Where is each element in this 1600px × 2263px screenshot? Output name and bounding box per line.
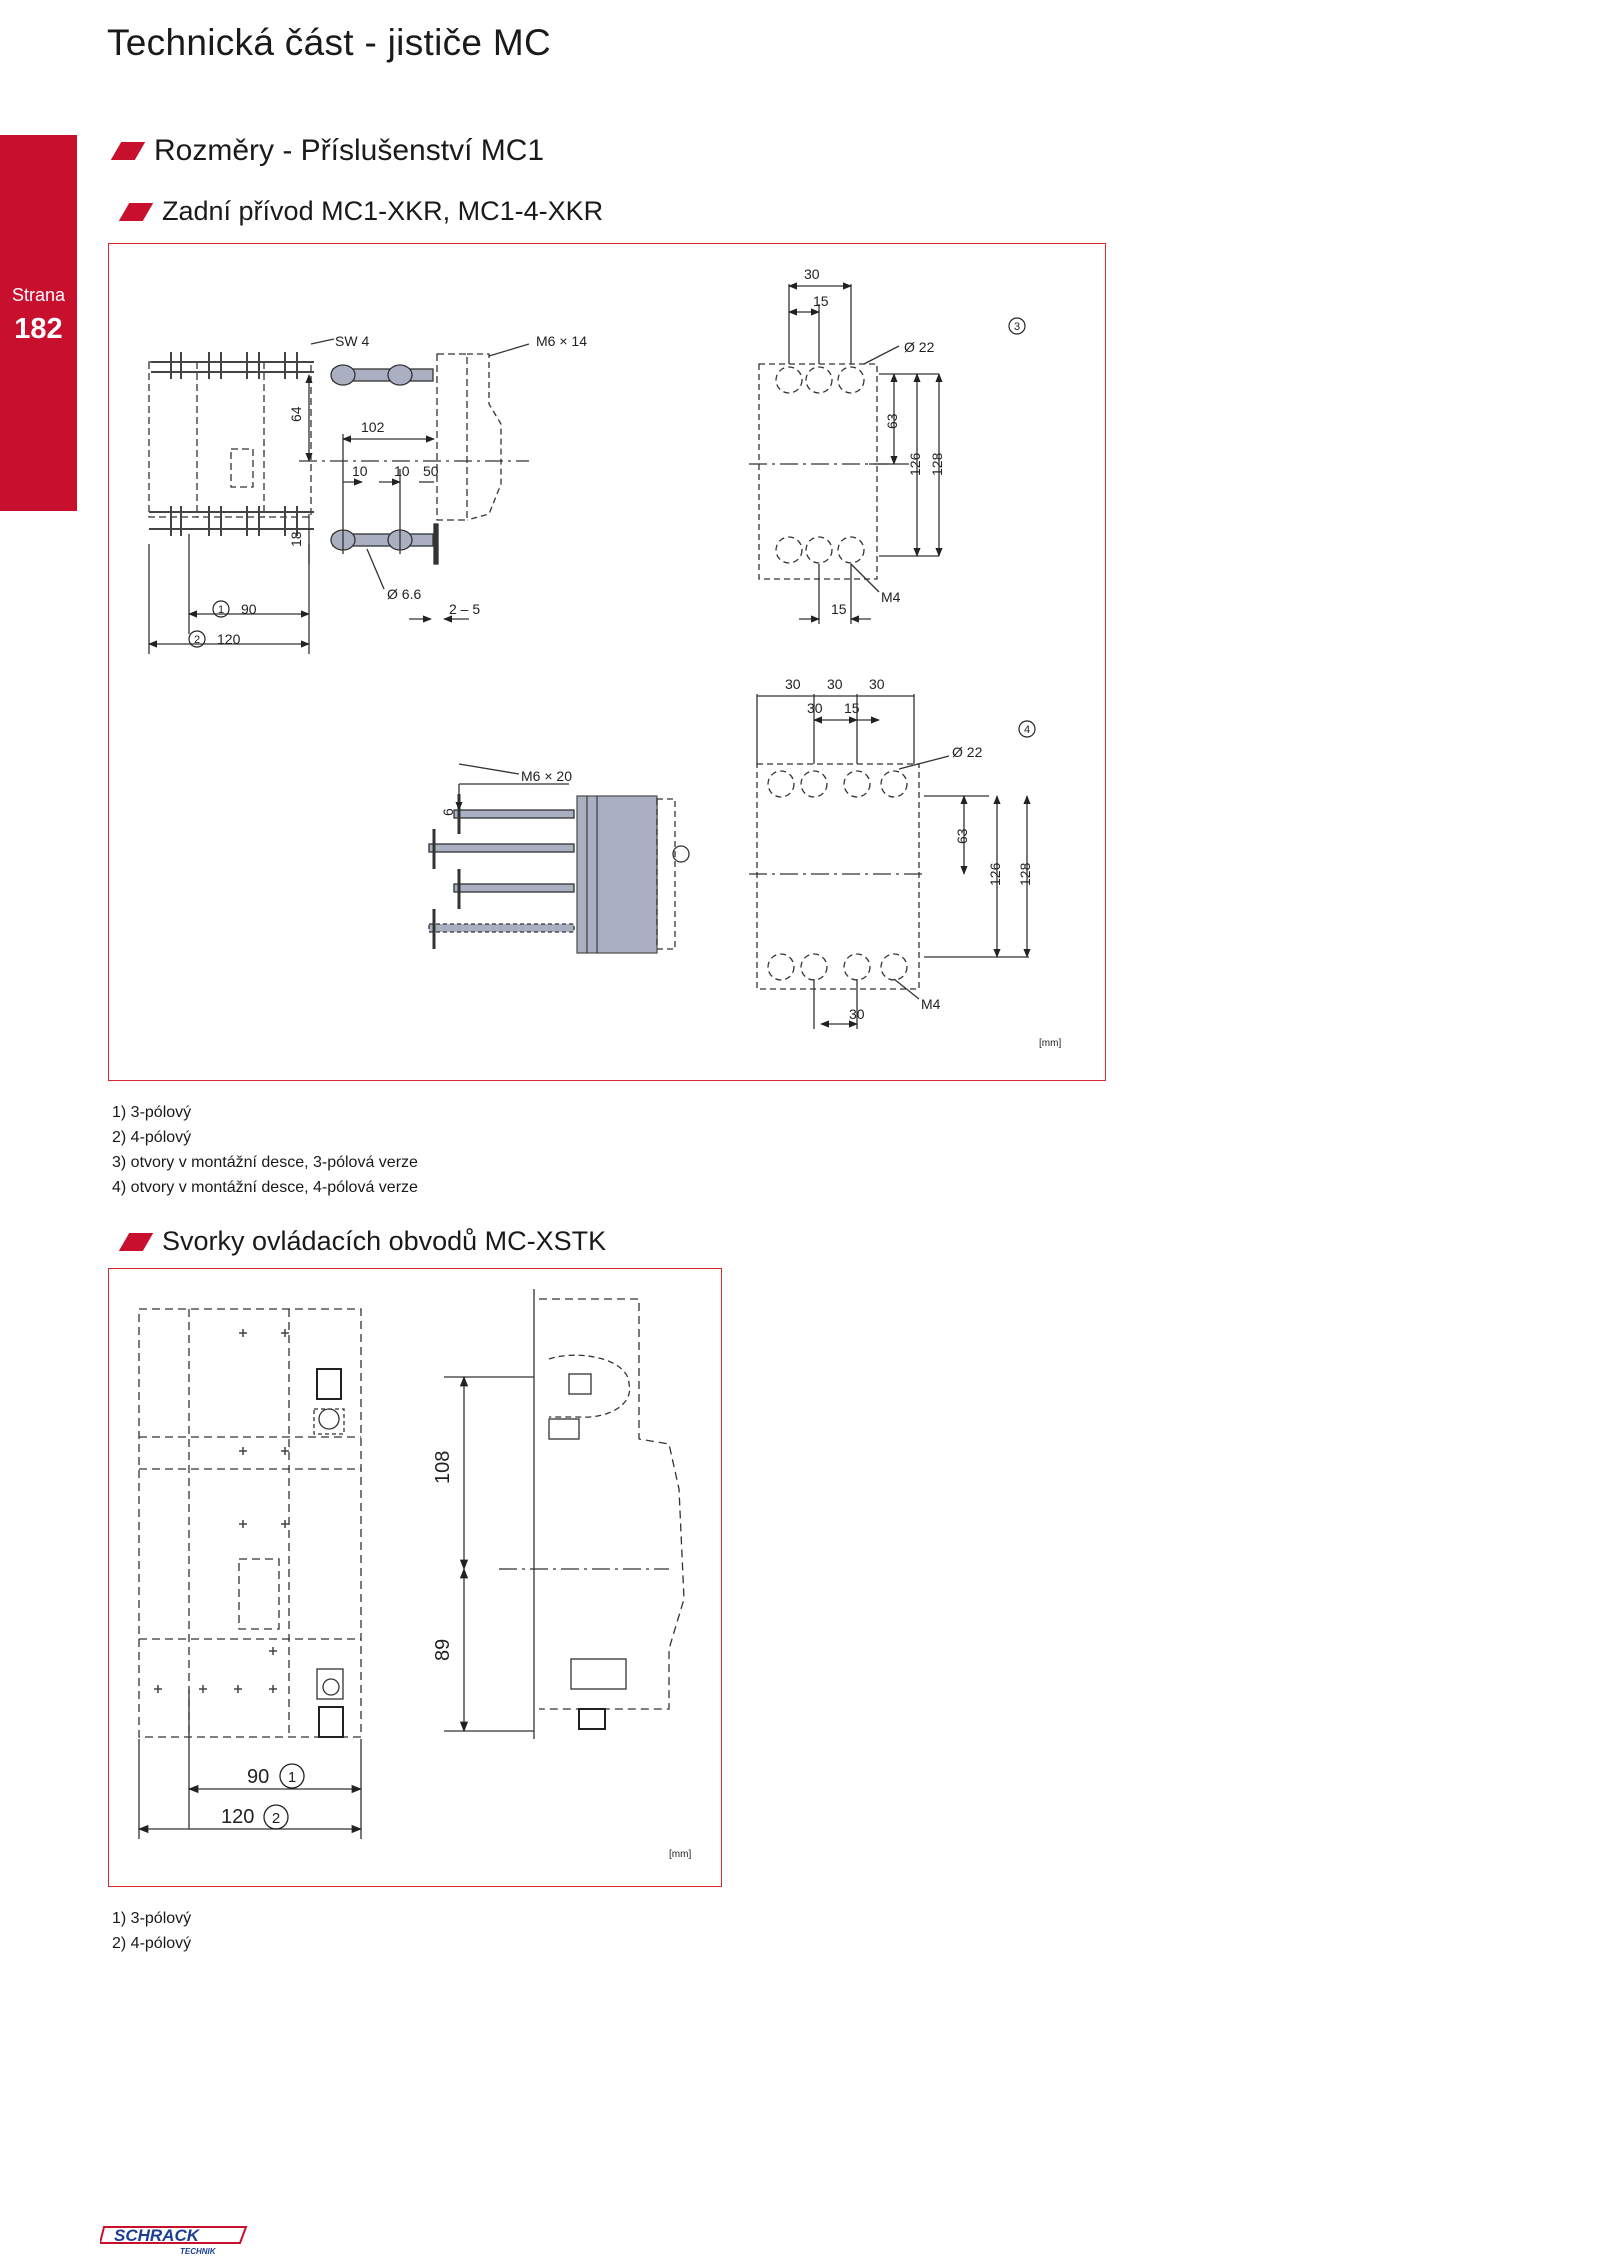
label-dim-108: 108 [432,1450,454,1484]
label-dim-120: 120 [221,1806,255,1828]
label-dim-15-top: 15 [813,293,829,309]
label-d22-b: Ø 22 [952,744,983,760]
breaker-front-view [149,362,311,517]
schrack-logo [100,2223,250,2257]
label-dim-30b: 30 [827,676,843,692]
label-m4-b: M4 [921,996,941,1012]
callout-2: 2 [271,1810,281,1827]
label-dim-18: 18 [288,531,304,547]
breaker-side-view-with-terminals [534,1289,684,1739]
drawing-frame-rear-connection [108,243,1106,1081]
label-dim-30-top: 30 [804,266,820,282]
label-dim-30a: 30 [785,676,801,692]
label-dim-30-bottom: 30 [849,1006,865,1022]
label-m6x14: M6 × 14 [536,333,587,349]
callout-4: 4 [1023,724,1031,736]
section-heading-main-text: Rozměry - Příslušenství MC1 [154,134,545,167]
label-dim-10b: 10 [394,463,410,479]
label-dim-90: 90 [241,601,257,617]
technical-drawing-rear-connection [109,244,1105,1080]
section-heading-control-terminals-text: Svorky ovládacích obvodů MC-XSTK [162,1226,607,1256]
label-dim-102: 102 [361,419,385,435]
section-heading-control-terminals [118,1226,606,1257]
label-d66: Ø 6.6 [387,586,422,602]
section-heading-rear-connection [118,196,603,227]
terminal-bars-top [151,352,314,379]
label-dim-89: 89 [432,1638,454,1661]
label-dim-120: 120 [217,631,241,647]
label-dim-2-5: 2 – 5 [449,601,481,617]
footnote: 1) 3-pólový [112,1910,192,1927]
bullet-icon [111,142,145,160]
label-unit-mm: [mm] [669,1849,692,1860]
drawing-frame-control-terminals [108,1268,722,1887]
label-dim-15-bottom: 15 [831,601,847,617]
schrack-logo-mark [100,2223,250,2257]
rear-connection-4pole-side-view [429,794,689,953]
callout-1: 1 [287,1769,297,1786]
footnotes-rear-connection [112,1100,418,1200]
control-terminal-top [314,1369,344,1434]
page-title: Technická část - jističe MC [107,22,551,63]
bullet-icon [119,1233,153,1251]
callout-1: 1 [217,604,225,616]
label-d22-a: Ø 22 [904,339,935,355]
label-dim-64: 64 [288,406,304,422]
label-m4-a: M4 [881,589,901,605]
label-dim-30d: 30 [807,700,823,716]
footnote: 3) otvory v montážní desce, 3-pólová verze [112,1154,418,1171]
section-heading-rear-connection-text: Zadní přívod MC1-XKR, MC1-4-XKR [162,196,604,226]
label-dim-63a: 63 [884,413,900,429]
label-dim-126b: 126 [987,862,1003,886]
technical-drawing-control-terminals [109,1269,721,1886]
panel-cutout-3pole [759,364,877,579]
label-dim-128b: 128 [1017,862,1033,886]
page-number: 182 [14,313,63,345]
label-dim-50: 50 [423,463,439,479]
label-dim-30c: 30 [869,676,885,692]
label-dim-6: 6 [440,808,456,816]
label-dim-128a: 128 [929,452,945,476]
label-dim-90: 90 [247,1766,270,1788]
footnote: 1) 3-pólový [112,1104,192,1121]
callout-3: 3 [1013,321,1021,333]
label-dim-126a: 126 [907,452,923,476]
side-tab-label: Strana [11,285,66,305]
panel-cutout-4pole [757,764,919,989]
breaker-front-view-with-terminals [139,1309,361,1737]
label-sw4: SW 4 [335,333,370,349]
label-dim-10a: 10 [352,463,368,479]
rear-connection-side-view [299,354,529,564]
footnotes-control-terminals [112,1906,191,1956]
label-dim-63b: 63 [954,828,970,844]
control-terminal-bottom [317,1669,343,1737]
bullet-icon [119,203,153,221]
section-heading-main [110,134,544,168]
callout-2: 2 [193,634,201,646]
footnote: 2) 4-pólový [112,1129,192,1146]
label-dim-15c: 15 [844,700,860,716]
label-unit-mm: [mm] [1039,1038,1062,1049]
page-side-tab [0,135,77,511]
logo-subtext: TECHNIK [180,2247,216,2256]
logo-text: SCHRACK [114,2226,199,2245]
label-m6x20: M6 × 20 [521,768,572,784]
footnote: 2) 4-pólový [112,1935,192,1952]
footnote: 4) otvory v montážní desce, 4-pólová verze [112,1179,418,1196]
